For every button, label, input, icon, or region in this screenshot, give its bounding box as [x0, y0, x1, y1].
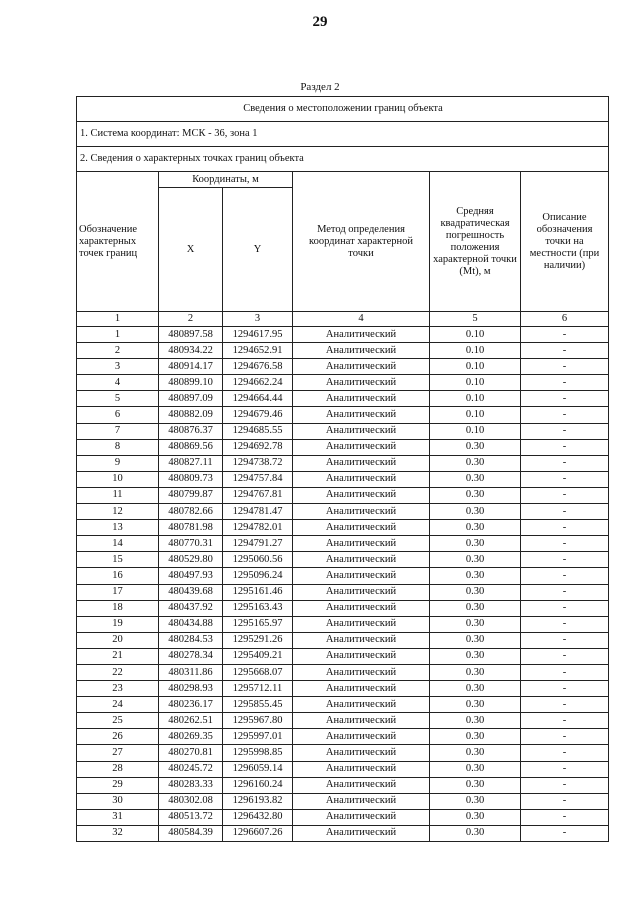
description-cell: -: [521, 632, 609, 648]
accuracy-cell: 0.30: [430, 648, 521, 664]
accuracy-cell: 0.30: [430, 681, 521, 697]
description-cell: -: [521, 391, 609, 407]
y-coordinate-cell: 1296607.26: [223, 825, 293, 841]
header-x: X: [159, 188, 223, 312]
description-cell: -: [521, 552, 609, 568]
method-cell: Аналитический: [293, 664, 430, 680]
accuracy-cell: 0.30: [430, 600, 521, 616]
table-row: [77, 391, 609, 407]
method-cell: Аналитический: [293, 391, 430, 407]
accuracy-cell: 0.10: [430, 391, 521, 407]
x-coordinate-cell: 480876.37: [159, 423, 223, 439]
section-label: Раздел 2: [300, 81, 340, 93]
description-cell: -: [521, 697, 609, 713]
point-number-cell: 18: [77, 600, 159, 616]
description-cell: -: [521, 520, 609, 536]
method-cell: Аналитический: [293, 777, 430, 793]
accuracy-cell: 0.30: [430, 713, 521, 729]
table-row: [77, 664, 609, 680]
description-cell: -: [521, 487, 609, 503]
table-row: [77, 552, 609, 568]
description-cell: -: [521, 777, 609, 793]
x-coordinate-cell: 480827.11: [159, 455, 223, 471]
header-accuracy: Средняя квадратическая погрешность положения характерной точки (Mt), м: [430, 172, 521, 312]
table-row: [77, 520, 609, 536]
method-cell: Аналитический: [293, 713, 430, 729]
method-cell: Аналитический: [293, 504, 430, 520]
description-cell: -: [521, 359, 609, 375]
method-cell: Аналитический: [293, 616, 430, 632]
column-number: 1: [77, 312, 159, 327]
y-coordinate-cell: 1295163.43: [223, 600, 293, 616]
method-cell: Аналитический: [293, 584, 430, 600]
point-number-cell: 26: [77, 729, 159, 745]
description-cell: -: [521, 745, 609, 761]
method-cell: Аналитический: [293, 697, 430, 713]
description-cell: -: [521, 439, 609, 455]
y-coordinate-cell: 1294782.01: [223, 520, 293, 536]
method-cell: Аналитический: [293, 745, 430, 761]
point-number-cell: 27: [77, 745, 159, 761]
method-cell: Аналитический: [293, 327, 430, 343]
table-row: [77, 504, 609, 520]
y-coordinate-cell: 1295712.11: [223, 681, 293, 697]
accuracy-cell: 0.30: [430, 745, 521, 761]
point-number-cell: 32: [77, 825, 159, 841]
x-coordinate-cell: 480284.53: [159, 632, 223, 648]
point-number-cell: 7: [77, 423, 159, 439]
description-cell: -: [521, 729, 609, 745]
y-coordinate-cell: 1294781.47: [223, 504, 293, 520]
table-row: [77, 632, 609, 648]
table-row: [77, 825, 609, 841]
point-number-cell: 13: [77, 520, 159, 536]
method-cell: Аналитический: [293, 632, 430, 648]
y-coordinate-cell: 1294662.24: [223, 375, 293, 391]
x-coordinate-cell: 480882.09: [159, 407, 223, 423]
point-number-cell: 14: [77, 536, 159, 552]
description-cell: -: [521, 504, 609, 520]
x-coordinate-cell: 480897.09: [159, 391, 223, 407]
point-number-cell: 17: [77, 584, 159, 600]
header-y: Y: [223, 188, 293, 312]
table-title: Сведения о местоположении границ объекта: [77, 97, 609, 122]
y-coordinate-cell: 1295997.01: [223, 729, 293, 745]
x-coordinate-cell: 480584.39: [159, 825, 223, 841]
table-row: [77, 697, 609, 713]
y-coordinate-cell: 1294757.84: [223, 471, 293, 487]
accuracy-cell: 0.30: [430, 552, 521, 568]
method-cell: Аналитический: [293, 471, 430, 487]
description-cell: -: [521, 713, 609, 729]
column-number: 4: [293, 312, 430, 327]
y-coordinate-cell: 1296160.24: [223, 777, 293, 793]
point-number-cell: 30: [77, 793, 159, 809]
header-description: Описание обозначения точки на местности (при наличии): [521, 172, 609, 312]
accuracy-cell: 0.30: [430, 455, 521, 471]
description-cell: -: [521, 327, 609, 343]
description-cell: -: [521, 536, 609, 552]
point-number-cell: 3: [77, 359, 159, 375]
method-cell: Аналитический: [293, 809, 430, 825]
table-row: [77, 439, 609, 455]
method-cell: Аналитический: [293, 681, 430, 697]
point-number-cell: 16: [77, 568, 159, 584]
x-coordinate-cell: 480270.81: [159, 745, 223, 761]
table-row: [77, 713, 609, 729]
x-coordinate-cell: 480269.35: [159, 729, 223, 745]
x-coordinate-cell: 480869.56: [159, 439, 223, 455]
boundary-points-table: [76, 96, 609, 842]
method-cell: Аналитический: [293, 423, 430, 439]
point-number-cell: 9: [77, 455, 159, 471]
x-coordinate-cell: 480782.66: [159, 504, 223, 520]
accuracy-cell: 0.30: [430, 632, 521, 648]
description-cell: -: [521, 568, 609, 584]
description-cell: -: [521, 343, 609, 359]
page-number: 29: [312, 14, 328, 30]
method-cell: Аналитический: [293, 455, 430, 471]
x-coordinate-cell: 480236.17: [159, 697, 223, 713]
accuracy-cell: 0.30: [430, 729, 521, 745]
accuracy-cell: 0.10: [430, 375, 521, 391]
column-number: 5: [430, 312, 521, 327]
description-cell: -: [521, 648, 609, 664]
accuracy-cell: 0.30: [430, 761, 521, 777]
y-coordinate-cell: 1296059.14: [223, 761, 293, 777]
accuracy-cell: 0.30: [430, 664, 521, 680]
x-coordinate-cell: 480897.58: [159, 327, 223, 343]
point-number-cell: 4: [77, 375, 159, 391]
y-coordinate-cell: 1295161.46: [223, 584, 293, 600]
x-coordinate-cell: 480934.22: [159, 343, 223, 359]
x-coordinate-cell: 480278.34: [159, 648, 223, 664]
header-coordinates: Координаты, м: [159, 172, 293, 188]
y-coordinate-cell: 1295998.85: [223, 745, 293, 761]
table-row: [77, 471, 609, 487]
accuracy-cell: 0.30: [430, 777, 521, 793]
x-coordinate-cell: 480302.08: [159, 793, 223, 809]
points-heading: 2. Сведения о характерных точках границ объекта: [77, 147, 609, 172]
x-coordinate-cell: 480298.93: [159, 681, 223, 697]
table-row: [77, 455, 609, 471]
table-row: [77, 777, 609, 793]
y-coordinate-cell: 1295855.45: [223, 697, 293, 713]
description-cell: -: [521, 471, 609, 487]
table-row: [77, 745, 609, 761]
point-number-cell: 2: [77, 343, 159, 359]
point-number-cell: 28: [77, 761, 159, 777]
y-coordinate-cell: 1294679.46: [223, 407, 293, 423]
method-cell: Аналитический: [293, 648, 430, 664]
y-coordinate-cell: 1296432.80: [223, 809, 293, 825]
method-cell: Аналитический: [293, 536, 430, 552]
point-number-cell: 21: [77, 648, 159, 664]
table-row: [77, 793, 609, 809]
point-number-cell: 24: [77, 697, 159, 713]
y-coordinate-cell: 1295060.56: [223, 552, 293, 568]
table-row: [77, 487, 609, 503]
y-coordinate-cell: 1295096.24: [223, 568, 293, 584]
accuracy-cell: 0.30: [430, 697, 521, 713]
coordinate-system: 1. Система координат: МСК - 36, зона 1: [77, 122, 609, 147]
point-number-cell: 22: [77, 664, 159, 680]
point-number-cell: 19: [77, 616, 159, 632]
point-number-cell: 20: [77, 632, 159, 648]
accuracy-cell: 0.30: [430, 584, 521, 600]
x-coordinate-cell: 480245.72: [159, 761, 223, 777]
method-cell: Аналитический: [293, 568, 430, 584]
y-coordinate-cell: 1294676.58: [223, 359, 293, 375]
table-row: [77, 809, 609, 825]
table-row: [77, 584, 609, 600]
y-coordinate-cell: 1294652.91: [223, 343, 293, 359]
header-designation: Обозначение характерных точек границ: [77, 172, 159, 312]
point-number-cell: 29: [77, 777, 159, 793]
point-number-cell: 15: [77, 552, 159, 568]
method-cell: Аналитический: [293, 343, 430, 359]
description-cell: -: [521, 407, 609, 423]
y-coordinate-cell: 1295165.97: [223, 616, 293, 632]
description-cell: -: [521, 809, 609, 825]
description-cell: -: [521, 761, 609, 777]
table-row: [77, 648, 609, 664]
y-coordinate-cell: 1295409.21: [223, 648, 293, 664]
x-coordinate-cell: 480529.80: [159, 552, 223, 568]
accuracy-cell: 0.30: [430, 439, 521, 455]
point-number-cell: 1: [77, 327, 159, 343]
y-coordinate-cell: 1294617.95: [223, 327, 293, 343]
y-coordinate-cell: 1294767.81: [223, 487, 293, 503]
column-number-row: [77, 312, 609, 327]
point-number-cell: 11: [77, 487, 159, 503]
accuracy-cell: 0.30: [430, 536, 521, 552]
method-cell: Аналитический: [293, 793, 430, 809]
accuracy-cell: 0.30: [430, 487, 521, 503]
point-number-cell: 10: [77, 471, 159, 487]
method-cell: Аналитический: [293, 375, 430, 391]
method-cell: Аналитический: [293, 761, 430, 777]
point-number-cell: 6: [77, 407, 159, 423]
method-cell: Аналитический: [293, 439, 430, 455]
y-coordinate-cell: 1295291.26: [223, 632, 293, 648]
y-coordinate-cell: 1294664.44: [223, 391, 293, 407]
x-coordinate-cell: 480513.72: [159, 809, 223, 825]
header-method: Метод определения координат характерной точки: [293, 172, 430, 312]
column-number: 6: [521, 312, 609, 327]
x-coordinate-cell: 480439.68: [159, 584, 223, 600]
x-coordinate-cell: 480799.87: [159, 487, 223, 503]
description-cell: -: [521, 375, 609, 391]
description-cell: -: [521, 793, 609, 809]
y-coordinate-cell: 1295668.07: [223, 664, 293, 680]
x-coordinate-cell: 480437.92: [159, 600, 223, 616]
accuracy-cell: 0.30: [430, 616, 521, 632]
method-cell: Аналитический: [293, 552, 430, 568]
y-coordinate-cell: 1294685.55: [223, 423, 293, 439]
table-row: [77, 407, 609, 423]
table-row: [77, 343, 609, 359]
point-number-cell: 31: [77, 809, 159, 825]
accuracy-cell: 0.30: [430, 809, 521, 825]
y-coordinate-cell: 1296193.82: [223, 793, 293, 809]
method-cell: Аналитический: [293, 600, 430, 616]
point-number-cell: 12: [77, 504, 159, 520]
x-coordinate-cell: 480262.51: [159, 713, 223, 729]
description-cell: -: [521, 664, 609, 680]
table-row: [77, 729, 609, 745]
method-cell: Аналитический: [293, 487, 430, 503]
point-number-cell: 25: [77, 713, 159, 729]
description-cell: -: [521, 825, 609, 841]
table-row: [77, 359, 609, 375]
x-coordinate-cell: 480781.98: [159, 520, 223, 536]
x-coordinate-cell: 480311.86: [159, 664, 223, 680]
description-cell: -: [521, 600, 609, 616]
x-coordinate-cell: 480809.73: [159, 471, 223, 487]
point-number-cell: 23: [77, 681, 159, 697]
x-coordinate-cell: 480770.31: [159, 536, 223, 552]
method-cell: Аналитический: [293, 729, 430, 745]
method-cell: Аналитический: [293, 359, 430, 375]
x-coordinate-cell: 480434.88: [159, 616, 223, 632]
table-row: [77, 568, 609, 584]
y-coordinate-cell: 1294738.72: [223, 455, 293, 471]
accuracy-cell: 0.10: [430, 407, 521, 423]
description-cell: -: [521, 423, 609, 439]
accuracy-cell: 0.30: [430, 520, 521, 536]
method-cell: Аналитический: [293, 825, 430, 841]
x-coordinate-cell: 480914.17: [159, 359, 223, 375]
table-row: [77, 327, 609, 343]
accuracy-cell: 0.10: [430, 343, 521, 359]
description-cell: -: [521, 681, 609, 697]
table-row: [77, 375, 609, 391]
column-number: 2: [159, 312, 223, 327]
x-coordinate-cell: 480899.10: [159, 375, 223, 391]
point-number-cell: 8: [77, 439, 159, 455]
table-row: [77, 681, 609, 697]
table-row: [77, 761, 609, 777]
y-coordinate-cell: 1294791.27: [223, 536, 293, 552]
table-row: [77, 616, 609, 632]
method-cell: Аналитический: [293, 520, 430, 536]
description-cell: -: [521, 455, 609, 471]
accuracy-cell: 0.30: [430, 793, 521, 809]
method-cell: Аналитический: [293, 407, 430, 423]
accuracy-cell: 0.30: [430, 568, 521, 584]
column-number: 3: [223, 312, 293, 327]
accuracy-cell: 0.10: [430, 423, 521, 439]
x-coordinate-cell: 480497.93: [159, 568, 223, 584]
accuracy-cell: 0.10: [430, 327, 521, 343]
point-number-cell: 5: [77, 391, 159, 407]
accuracy-cell: 0.30: [430, 825, 521, 841]
description-cell: -: [521, 584, 609, 600]
accuracy-cell: 0.30: [430, 471, 521, 487]
accuracy-cell: 0.10: [430, 359, 521, 375]
table-row: [77, 600, 609, 616]
description-cell: -: [521, 616, 609, 632]
table-row: [77, 536, 609, 552]
accuracy-cell: 0.30: [430, 504, 521, 520]
y-coordinate-cell: 1295967.80: [223, 713, 293, 729]
x-coordinate-cell: 480283.33: [159, 777, 223, 793]
table-row: [77, 423, 609, 439]
y-coordinate-cell: 1294692.78: [223, 439, 293, 455]
